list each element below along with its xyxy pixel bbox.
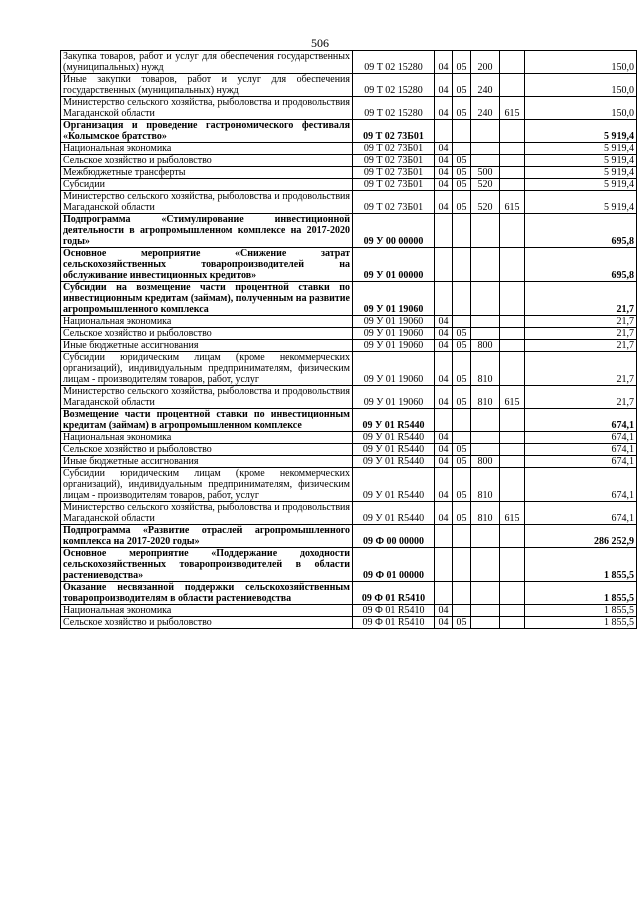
- section-cell: 04: [435, 502, 453, 525]
- item-name-cell: Иные закупки товаров, работ и услуг для обеспечения государственных (муниципальных) нужд: [61, 74, 353, 97]
- table-row: [61, 74, 637, 97]
- table-row: [61, 525, 637, 548]
- item-name-cell: Оказание несвязанной поддержки сельскохозяйственным товаропроизводителям в области растениеводства: [61, 582, 353, 605]
- administrator-cell: [500, 155, 525, 167]
- administrator-cell: [500, 328, 525, 340]
- item-name-cell: Подпрограмма «Развитие отраслей агропромышленного комплекса на 2017-2020 годы»: [61, 525, 353, 548]
- administrator-cell: 615: [500, 97, 525, 120]
- expense-type-cell: 810: [471, 386, 500, 409]
- section-cell: [435, 120, 453, 143]
- amount-cell: 150,0: [525, 97, 637, 120]
- amount-cell: 5 919,4: [525, 191, 637, 214]
- item-name-cell: Сельское хозяйство и рыболовство: [61, 444, 353, 456]
- target-article-cell: 09 Т 02 15280: [353, 74, 435, 97]
- administrator-cell: [500, 617, 525, 629]
- section-cell: 04: [435, 155, 453, 167]
- amount-cell: 1 855,5: [525, 605, 637, 617]
- subsection-cell: [453, 582, 471, 605]
- amount-cell: 674,1: [525, 409, 637, 432]
- subsection-cell: [453, 214, 471, 248]
- administrator-cell: [500, 51, 525, 74]
- target-article-cell: 09 У 01 19060: [353, 282, 435, 316]
- section-cell: 04: [435, 316, 453, 328]
- subsection-cell: 05: [453, 155, 471, 167]
- table-row: [61, 444, 637, 456]
- expense-type-cell: 810: [471, 502, 500, 525]
- administrator-cell: [500, 248, 525, 282]
- table-row: [61, 316, 637, 328]
- expense-type-cell: [471, 525, 500, 548]
- section-cell: 04: [435, 97, 453, 120]
- amount-cell: 5 919,4: [525, 120, 637, 143]
- item-name-cell: Национальная экономика: [61, 143, 353, 155]
- amount-cell: 5 919,4: [525, 167, 637, 179]
- table-row: [61, 191, 637, 214]
- amount-cell: 695,8: [525, 248, 637, 282]
- expense-type-cell: [471, 444, 500, 456]
- expense-type-cell: [471, 120, 500, 143]
- amount-cell: 150,0: [525, 74, 637, 97]
- table-row: [61, 340, 637, 352]
- item-name-cell: Субсидии на возмещение части процентной ставки по инвестиционным кредитам (займам), полученным на развитие агропромышленного комплекса: [61, 282, 353, 316]
- subsection-cell: [453, 282, 471, 316]
- table-row: [61, 502, 637, 525]
- table-row: [61, 605, 637, 617]
- subsection-cell: 05: [453, 468, 471, 502]
- table-row: [61, 179, 637, 191]
- expense-type-cell: [471, 155, 500, 167]
- item-name-cell: Основное мероприятие «Снижение затрат сельскохозяйственных товаропроизводителей на обслуживание инвестиционных кредитов»: [61, 248, 353, 282]
- table-row: [61, 97, 637, 120]
- target-article-cell: 09 У 01 R5440: [353, 502, 435, 525]
- expense-type-cell: [471, 143, 500, 155]
- administrator-cell: [500, 74, 525, 97]
- subsection-cell: [453, 248, 471, 282]
- target-article-cell: 09 Т 02 15280: [353, 97, 435, 120]
- expense-type-cell: [471, 432, 500, 444]
- administrator-cell: [500, 432, 525, 444]
- item-name-cell: Возмещение части процентной ставки по инвестиционным кредитам (займам) в агропромышленном комплексе: [61, 409, 353, 432]
- amount-cell: 21,7: [525, 386, 637, 409]
- subsection-cell: 05: [453, 502, 471, 525]
- section-cell: [435, 525, 453, 548]
- amount-cell: 21,7: [525, 282, 637, 316]
- expense-type-cell: 240: [471, 74, 500, 97]
- subsection-cell: 05: [453, 444, 471, 456]
- amount-cell: 21,7: [525, 316, 637, 328]
- subsection-cell: 05: [453, 51, 471, 74]
- table-row: [61, 155, 637, 167]
- amount-cell: 286 252,9: [525, 525, 637, 548]
- expense-type-cell: 800: [471, 456, 500, 468]
- table-row: [61, 409, 637, 432]
- subsection-cell: [453, 120, 471, 143]
- section-cell: 04: [435, 74, 453, 97]
- target-article-cell: 09 У 01 R5440: [353, 432, 435, 444]
- administrator-cell: [500, 340, 525, 352]
- section-cell: [435, 282, 453, 316]
- expense-type-cell: 520: [471, 179, 500, 191]
- expense-type-cell: 810: [471, 468, 500, 502]
- section-cell: 04: [435, 617, 453, 629]
- item-name-cell: Закупка товаров, работ и услуг для обеспечения государственных (муниципальных) нужд: [61, 51, 353, 74]
- target-article-cell: 09 У 01 R5440: [353, 409, 435, 432]
- target-article-cell: 09 Т 02 73Б01: [353, 167, 435, 179]
- expense-type-cell: [471, 548, 500, 582]
- subsection-cell: 05: [453, 97, 471, 120]
- table-row: [61, 432, 637, 444]
- item-name-cell: Национальная экономика: [61, 316, 353, 328]
- item-name-cell: Межбюджетные трансферты: [61, 167, 353, 179]
- subsection-cell: 05: [453, 352, 471, 386]
- table-row: [61, 248, 637, 282]
- target-article-cell: 09 У 01 R5440: [353, 456, 435, 468]
- target-article-cell: 09 У 01 19060: [353, 340, 435, 352]
- administrator-cell: [500, 409, 525, 432]
- target-article-cell: 09 У 01 R5440: [353, 468, 435, 502]
- section-cell: 04: [435, 179, 453, 191]
- item-name-cell: Министерство сельского хозяйства, рыболовства и продовольствия Магаданской области: [61, 386, 353, 409]
- amount-cell: 674,1: [525, 468, 637, 502]
- section-cell: 04: [435, 605, 453, 617]
- subsection-cell: 05: [453, 191, 471, 214]
- target-article-cell: 09 Т 02 73Б01: [353, 179, 435, 191]
- target-article-cell: 09 Ф 01 R5410: [353, 582, 435, 605]
- item-name-cell: Организация и проведение гастрономического фестиваля «Колымское братство»: [61, 120, 353, 143]
- section-cell: [435, 548, 453, 582]
- section-cell: [435, 582, 453, 605]
- administrator-cell: [500, 167, 525, 179]
- table-row: [61, 51, 637, 74]
- subsection-cell: [453, 409, 471, 432]
- amount-cell: 1 855,5: [525, 582, 637, 605]
- subsection-cell: [453, 143, 471, 155]
- budget-table: [60, 50, 637, 629]
- subsection-cell: 05: [453, 328, 471, 340]
- section-cell: 04: [435, 386, 453, 409]
- table-row: [61, 468, 637, 502]
- item-name-cell: Сельское хозяйство и рыболовство: [61, 617, 353, 629]
- item-name-cell: Субсидии юридическим лицам (кроме некоммерческих организаций), индивидуальным предпринимателям, физическим лицам - производителям товаров, работ, услуг: [61, 468, 353, 502]
- amount-cell: 674,1: [525, 432, 637, 444]
- item-name-cell: Министерство сельского хозяйства, рыболовства и продовольствия Магаданской области: [61, 191, 353, 214]
- target-article-cell: 09 У 01 19060: [353, 328, 435, 340]
- target-article-cell: 09 У 01 00000: [353, 248, 435, 282]
- amount-cell: 21,7: [525, 340, 637, 352]
- section-cell: 04: [435, 328, 453, 340]
- expense-type-cell: [471, 409, 500, 432]
- administrator-cell: [500, 179, 525, 191]
- administrator-cell: [500, 282, 525, 316]
- subsection-cell: 05: [453, 179, 471, 191]
- amount-cell: 21,7: [525, 328, 637, 340]
- administrator-cell: [500, 316, 525, 328]
- expense-type-cell: 500: [471, 167, 500, 179]
- table-row: [61, 548, 637, 582]
- section-cell: 04: [435, 456, 453, 468]
- section-cell: 04: [435, 340, 453, 352]
- administrator-cell: 615: [500, 386, 525, 409]
- expense-type-cell: 200: [471, 51, 500, 74]
- administrator-cell: [500, 548, 525, 582]
- target-article-cell: 09 У 00 00000: [353, 214, 435, 248]
- target-article-cell: 09 Ф 01 00000: [353, 548, 435, 582]
- section-cell: 04: [435, 191, 453, 214]
- table-row: [61, 456, 637, 468]
- target-article-cell: 09 Ф 01 R5410: [353, 617, 435, 629]
- section-cell: 04: [435, 352, 453, 386]
- item-name-cell: Подпрограмма «Стимулирование инвестиционной деятельности в агропромышленном комплексе на 2017-2020 годы»: [61, 214, 353, 248]
- target-article-cell: 09 Т 02 73Б01: [353, 191, 435, 214]
- section-cell: 04: [435, 444, 453, 456]
- subsection-cell: [453, 548, 471, 582]
- amount-cell: 674,1: [525, 456, 637, 468]
- administrator-cell: 615: [500, 191, 525, 214]
- target-article-cell: 09 У 01 19060: [353, 352, 435, 386]
- expense-type-cell: [471, 605, 500, 617]
- table-row: [61, 214, 637, 248]
- subsection-cell: 05: [453, 74, 471, 97]
- amount-cell: 695,8: [525, 214, 637, 248]
- amount-cell: 674,1: [525, 502, 637, 525]
- administrator-cell: [500, 582, 525, 605]
- expense-type-cell: 520: [471, 191, 500, 214]
- target-article-cell: 09 Ф 00 00000: [353, 525, 435, 548]
- administrator-cell: [500, 468, 525, 502]
- item-name-cell: Сельское хозяйство и рыболовство: [61, 328, 353, 340]
- administrator-cell: [500, 525, 525, 548]
- item-name-cell: Иные бюджетные ассигнования: [61, 340, 353, 352]
- administrator-cell: [500, 120, 525, 143]
- subsection-cell: [453, 525, 471, 548]
- target-article-cell: 09 У 01 19060: [353, 386, 435, 409]
- administrator-cell: [500, 214, 525, 248]
- amount-cell: 1 855,5: [525, 617, 637, 629]
- subsection-cell: 05: [453, 386, 471, 409]
- section-cell: 04: [435, 167, 453, 179]
- administrator-cell: [500, 605, 525, 617]
- subsection-cell: 05: [453, 167, 471, 179]
- amount-cell: 150,0: [525, 51, 637, 74]
- amount-cell: 674,1: [525, 444, 637, 456]
- expense-type-cell: 240: [471, 97, 500, 120]
- target-article-cell: 09 Ф 01 R5410: [353, 605, 435, 617]
- amount-cell: 5 919,4: [525, 179, 637, 191]
- expense-type-cell: [471, 328, 500, 340]
- table-row: [61, 167, 637, 179]
- administrator-cell: 615: [500, 502, 525, 525]
- target-article-cell: 09 Т 02 73Б01: [353, 120, 435, 143]
- amount-cell: 5 919,4: [525, 143, 637, 155]
- section-cell: 04: [435, 143, 453, 155]
- administrator-cell: [500, 143, 525, 155]
- expense-type-cell: [471, 282, 500, 316]
- expense-type-cell: [471, 214, 500, 248]
- section-cell: 04: [435, 432, 453, 444]
- amount-cell: 1 855,5: [525, 548, 637, 582]
- administrator-cell: [500, 444, 525, 456]
- page-number: 506: [311, 36, 329, 50]
- item-name-cell: Национальная экономика: [61, 432, 353, 444]
- section-cell: 04: [435, 468, 453, 502]
- amount-cell: 21,7: [525, 352, 637, 386]
- item-name-cell: Сельское хозяйство и рыболовство: [61, 155, 353, 167]
- table-body: [61, 51, 637, 629]
- table-row: [61, 120, 637, 143]
- expense-type-cell: 810: [471, 352, 500, 386]
- expense-type-cell: [471, 316, 500, 328]
- subsection-cell: [453, 432, 471, 444]
- subsection-cell: 05: [453, 617, 471, 629]
- administrator-cell: [500, 456, 525, 468]
- subsection-cell: [453, 316, 471, 328]
- target-article-cell: 09 Т 02 73Б01: [353, 155, 435, 167]
- subsection-cell: 05: [453, 456, 471, 468]
- item-name-cell: Министерство сельского хозяйства, рыболовства и продовольствия Магаданской области: [61, 502, 353, 525]
- amount-cell: 5 919,4: [525, 155, 637, 167]
- expense-type-cell: 800: [471, 340, 500, 352]
- table-row: [61, 617, 637, 629]
- table-row: [61, 328, 637, 340]
- item-name-cell: Министерство сельского хозяйства, рыболовства и продовольствия Магаданской области: [61, 97, 353, 120]
- target-article-cell: 09 Т 02 73Б01: [353, 143, 435, 155]
- expense-type-cell: [471, 617, 500, 629]
- target-article-cell: 09 У 01 19060: [353, 316, 435, 328]
- item-name-cell: Субсидии юридическим лицам (кроме некоммерческих организаций), индивидуальным предпринимателям, физическим лицам - производителям товаров, работ, услуг: [61, 352, 353, 386]
- section-cell: [435, 214, 453, 248]
- section-cell: [435, 248, 453, 282]
- target-article-cell: 09 Т 02 15280: [353, 51, 435, 74]
- subsection-cell: 05: [453, 340, 471, 352]
- administrator-cell: [500, 352, 525, 386]
- item-name-cell: Основное мероприятие «Поддержание доходности сельскохозяйственных товаропроизводителей в области растениеводства»: [61, 548, 353, 582]
- table-row: [61, 143, 637, 155]
- table-row: [61, 582, 637, 605]
- target-article-cell: 09 У 01 R5440: [353, 444, 435, 456]
- expense-type-cell: [471, 582, 500, 605]
- table-row: [61, 352, 637, 386]
- item-name-cell: Иные бюджетные ассигнования: [61, 456, 353, 468]
- expense-type-cell: [471, 248, 500, 282]
- subsection-cell: [453, 605, 471, 617]
- table-row: [61, 386, 637, 409]
- item-name-cell: Субсидии: [61, 179, 353, 191]
- section-cell: [435, 409, 453, 432]
- section-cell: 04: [435, 51, 453, 74]
- table-row: [61, 282, 637, 316]
- item-name-cell: Национальная экономика: [61, 605, 353, 617]
